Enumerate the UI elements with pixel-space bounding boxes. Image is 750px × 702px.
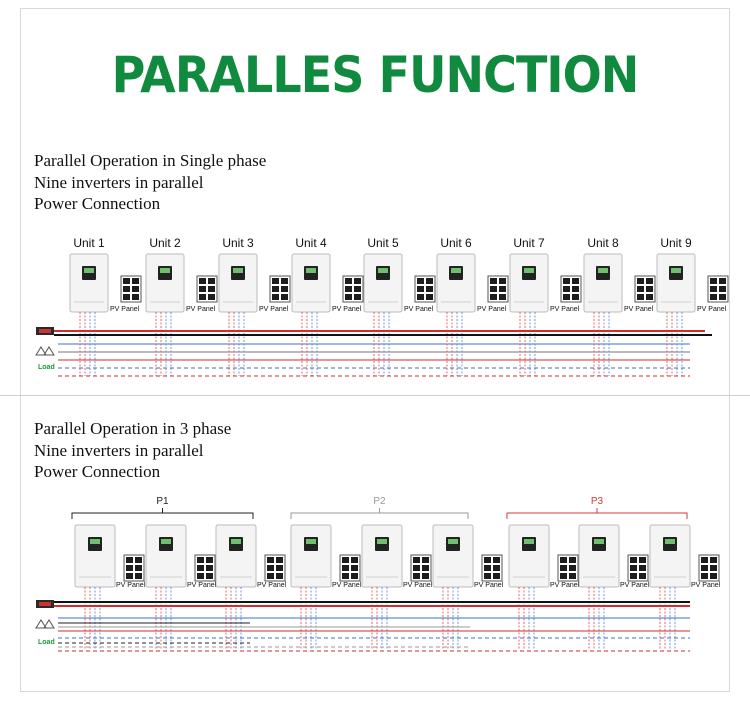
inverter-unit [657, 254, 695, 312]
pv-cell [637, 286, 644, 292]
inverter-unit [292, 254, 330, 312]
pv-cell [560, 573, 567, 579]
pv-cell [499, 278, 506, 284]
pv-cell [126, 565, 133, 571]
pv-cell [422, 565, 429, 571]
inverter-unit [291, 525, 331, 587]
pv-cell [413, 557, 420, 563]
pv-cell [417, 294, 424, 300]
unit-label: Unit 4 [295, 236, 327, 250]
pv-cell [281, 294, 288, 300]
pv-cell [701, 565, 708, 571]
pv-cell [208, 286, 215, 292]
phase-group-label: P2 [373, 496, 386, 507]
pv-panel-label: PV Panel [474, 582, 504, 589]
pv-cell [490, 294, 497, 300]
grid-tower-icon [36, 347, 54, 355]
inverter-unit [362, 525, 402, 587]
inverter-screen [598, 268, 608, 273]
page-title: PARALLES FUNCTION [111, 46, 639, 104]
inverter-unit [364, 254, 402, 312]
inverter-screen [161, 539, 171, 544]
phase-group-label: P1 [156, 496, 169, 507]
pv-cell [426, 286, 433, 292]
inverter-screen [451, 268, 461, 273]
inverter-screen [448, 539, 458, 544]
inverter-unit [146, 254, 184, 312]
pv-cell [484, 573, 491, 579]
pv-cell [646, 294, 653, 300]
caption-line: Parallel Operation in 3 phase [34, 419, 232, 438]
pv-cell [569, 565, 576, 571]
pv-cell [345, 286, 352, 292]
pv-cell [199, 278, 206, 284]
pv-panel-label: PV Panel [332, 306, 362, 313]
phase-group-label: P3 [590, 496, 604, 507]
pv-cell [123, 294, 130, 300]
pv-cell [281, 286, 288, 292]
pv-cell [276, 573, 283, 579]
pv-cell [135, 557, 142, 563]
inverter-unit [433, 525, 473, 587]
pv-cell [719, 286, 726, 292]
pv-cell [493, 557, 500, 563]
pv-cell [354, 278, 361, 284]
phase-bracket [291, 508, 468, 519]
pv-cell [351, 565, 358, 571]
inverter-unit [219, 254, 257, 312]
inverter-screen [160, 268, 170, 273]
inverter-screen [524, 268, 534, 273]
pv-cell [132, 286, 139, 292]
pv-cell [639, 557, 646, 563]
unit-label: Unit 2 [149, 236, 181, 250]
pv-cell [345, 278, 352, 284]
phase-bracket [507, 508, 687, 519]
pv-cell [345, 294, 352, 300]
pv-cell [572, 294, 579, 300]
inverter-screen [378, 268, 388, 273]
pv-cell [135, 573, 142, 579]
inverter-screen [594, 539, 604, 544]
pv-cell [123, 286, 130, 292]
unit-label: Unit 9 [660, 236, 692, 250]
pv-cell [206, 573, 213, 579]
pv-cell [493, 565, 500, 571]
inverter-unit [75, 525, 115, 587]
pv-cell [499, 294, 506, 300]
pv-cell [560, 565, 567, 571]
pv-panel-label: PV Panel [477, 306, 507, 313]
pv-panel-label: PV Panel [624, 306, 654, 313]
pv-cell [272, 278, 279, 284]
pv-cell [132, 294, 139, 300]
pv-cell [281, 278, 288, 284]
caption-line: Nine inverters in parallel [34, 440, 204, 460]
pv-cell [572, 286, 579, 292]
pv-cell [351, 573, 358, 579]
inverter-screen [665, 539, 675, 544]
inverter-screen [306, 268, 316, 273]
pv-cell [639, 573, 646, 579]
unit-label: Unit 3 [222, 236, 254, 250]
pv-cell [563, 278, 570, 284]
battery-terminal [39, 602, 51, 606]
pv-cell [123, 278, 130, 284]
load-label: Load [38, 364, 55, 371]
battery-terminal [39, 329, 51, 333]
pv-cell [197, 573, 204, 579]
pv-cell [560, 557, 567, 563]
pv-cell [426, 294, 433, 300]
pv-cell [417, 286, 424, 292]
pv-cell [422, 557, 429, 563]
pv-panel-label: PV Panel [403, 582, 433, 589]
pv-cell [630, 557, 637, 563]
pv-cell [719, 294, 726, 300]
pv-cell [484, 557, 491, 563]
pv-cell [413, 573, 420, 579]
pv-cell [639, 565, 646, 571]
pv-cell [710, 557, 717, 563]
caption-line: Power Connection [34, 194, 161, 213]
pv-cell [197, 565, 204, 571]
inverter-unit [216, 525, 256, 587]
phase-bracket [72, 508, 253, 519]
load-label: Load [38, 639, 55, 646]
pv-panel-label: PV Panel [697, 306, 727, 313]
unit-label: Unit 8 [587, 236, 619, 250]
pv-cell [710, 286, 717, 292]
pv-cell [126, 573, 133, 579]
pv-cell [422, 573, 429, 579]
pv-panel-label: PV Panel [691, 582, 721, 589]
inverter-screen [231, 539, 241, 544]
pv-cell [208, 294, 215, 300]
pv-cell [630, 573, 637, 579]
pv-cell [630, 565, 637, 571]
pv-cell [132, 278, 139, 284]
inverter-unit [650, 525, 690, 587]
pv-cell [276, 565, 283, 571]
pv-cell [206, 557, 213, 563]
pv-cell [637, 278, 644, 284]
pv-cell [710, 278, 717, 284]
pv-cell [413, 565, 420, 571]
pv-cell [646, 286, 653, 292]
pv-panel-label: PV Panel [550, 582, 580, 589]
pv-cell [499, 286, 506, 292]
inverter-screen [84, 268, 94, 273]
pv-cell [199, 294, 206, 300]
pv-cell [563, 286, 570, 292]
inverter-unit [437, 254, 475, 312]
pv-cell [342, 565, 349, 571]
pv-cell [272, 294, 279, 300]
pv-cell [569, 573, 576, 579]
pv-cell [490, 286, 497, 292]
caption-line: Power Connection [34, 462, 161, 481]
pv-cell [710, 573, 717, 579]
pv-panel-label: PV Panel [116, 582, 146, 589]
pv-cell [206, 565, 213, 571]
inverter-unit [584, 254, 622, 312]
caption-line: Nine inverters in parallel [34, 172, 204, 192]
inverter-screen [90, 539, 100, 544]
caption-line: Parallel Operation in Single phase [34, 151, 267, 170]
pv-panel-label: PV Panel [332, 582, 362, 589]
pv-cell [208, 278, 215, 284]
pv-cell [426, 278, 433, 284]
pv-cell [199, 286, 206, 292]
pv-cell [701, 557, 708, 563]
pv-panel-label: PV Panel [257, 582, 287, 589]
unit-label: Unit 1 [73, 236, 105, 250]
pv-cell [637, 294, 644, 300]
inverter-unit [579, 525, 619, 587]
pv-panel-label: PV Panel [110, 306, 140, 313]
pv-cell [490, 278, 497, 284]
pv-cell [493, 573, 500, 579]
inverter-unit [510, 254, 548, 312]
pv-cell [354, 294, 361, 300]
pv-cell [267, 565, 274, 571]
inverter-screen [524, 539, 534, 544]
unit-label: Unit 5 [367, 236, 399, 250]
pv-cell [719, 278, 726, 284]
inverter-unit [509, 525, 549, 587]
pv-panel-label: PV Panel [404, 306, 434, 313]
pv-cell [710, 565, 717, 571]
pv-cell [267, 573, 274, 579]
pv-cell [135, 565, 142, 571]
inverter-screen [306, 539, 316, 544]
pv-cell [572, 278, 579, 284]
unit-label: Unit 7 [513, 236, 545, 250]
pv-cell [197, 557, 204, 563]
pv-cell [354, 286, 361, 292]
pv-panel-label: PV Panel [259, 306, 289, 313]
pv-cell [701, 573, 708, 579]
pv-cell [267, 557, 274, 563]
pv-cell [569, 557, 576, 563]
pv-cell [351, 557, 358, 563]
pv-cell [342, 573, 349, 579]
unit-label: Unit 6 [440, 236, 472, 250]
pv-cell [563, 294, 570, 300]
pv-panel-label: PV Panel [186, 306, 216, 313]
pv-panel-label: PV Panel [620, 582, 650, 589]
pv-cell [710, 294, 717, 300]
pv-panel-label: PV Panel [187, 582, 217, 589]
pv-cell [646, 278, 653, 284]
pv-cell [126, 557, 133, 563]
pv-panel-label: PV Panel [550, 306, 580, 313]
inverter-unit [70, 254, 108, 312]
pv-cell [342, 557, 349, 563]
inverter-screen [377, 539, 387, 544]
inverter-screen [233, 268, 243, 273]
pv-cell [417, 278, 424, 284]
inverter-screen [671, 268, 681, 273]
pv-cell [272, 286, 279, 292]
pv-cell [484, 565, 491, 571]
pv-cell [276, 557, 283, 563]
grid-tower-icon [36, 620, 54, 628]
inverter-unit [146, 525, 186, 587]
